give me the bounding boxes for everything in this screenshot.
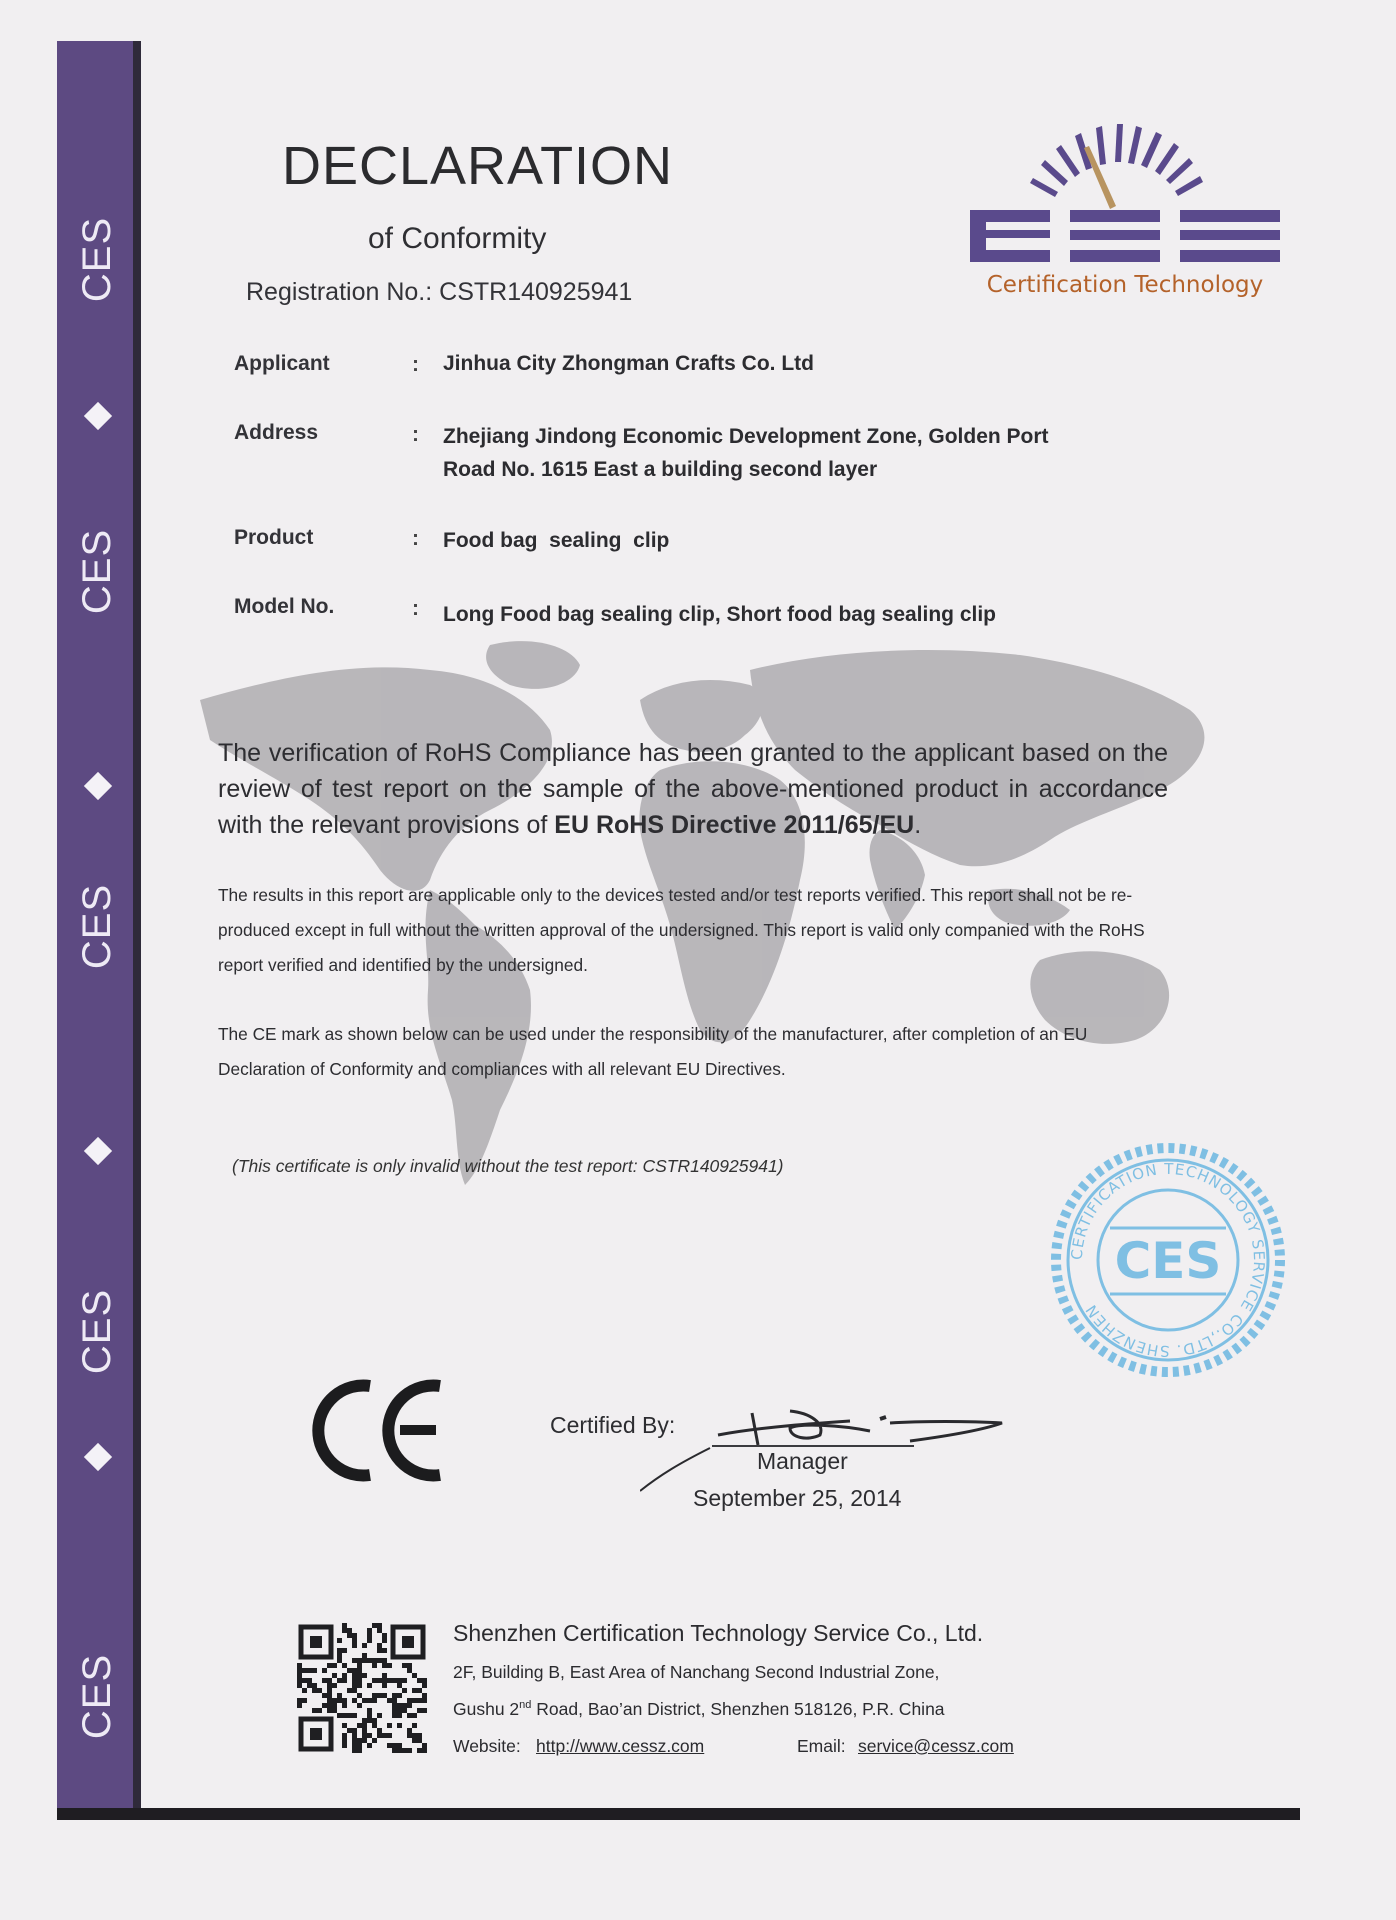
qr-module — [362, 1673, 367, 1678]
qr-module — [377, 1693, 382, 1698]
seal-center-text: CES — [1114, 1232, 1222, 1290]
issuer-company-name: Shenzhen Certification Technology Service Co., Ltd. — [453, 1620, 984, 1646]
qr-module — [327, 1698, 332, 1703]
qr-module — [392, 1693, 397, 1698]
qr-module — [382, 1663, 387, 1668]
signature-date: September 25, 2014 — [693, 1485, 902, 1511]
qr-module — [357, 1748, 362, 1753]
qr-module — [297, 1678, 302, 1683]
diamond-icon — [84, 402, 112, 430]
qr-module — [407, 1713, 412, 1718]
qr-module — [307, 1668, 312, 1673]
qr-module — [367, 1683, 372, 1688]
qr-module — [352, 1633, 357, 1638]
product-value: Food bag sealing clip — [443, 529, 670, 552]
qr-module — [387, 1723, 392, 1728]
logo-rays — [1030, 124, 1203, 197]
qr-module — [327, 1663, 332, 1668]
registration-label: Registration No.: — [246, 278, 440, 306]
qr-module — [327, 1683, 332, 1688]
qr-module — [402, 1688, 407, 1693]
qr-module — [412, 1723, 417, 1728]
qr-module — [382, 1733, 387, 1738]
qr-module — [382, 1683, 387, 1688]
qr-module — [337, 1658, 342, 1663]
side-ces-label: CES — [75, 1653, 120, 1739]
qr-module — [422, 1698, 427, 1703]
qr-module — [347, 1668, 352, 1673]
qr-module — [317, 1688, 322, 1693]
qr-module — [367, 1743, 372, 1748]
qr-module — [327, 1703, 332, 1708]
qr-module — [402, 1663, 407, 1668]
qr-module — [342, 1703, 347, 1708]
diamond-icon — [84, 772, 112, 800]
qr-module — [362, 1658, 367, 1663]
qr-module — [407, 1663, 412, 1668]
qr-module — [417, 1733, 422, 1738]
qr-module — [422, 1708, 427, 1713]
email-link[interactable]: service@cessz.com — [858, 1736, 1014, 1756]
side-ces-label: CES — [75, 528, 120, 614]
qr-module — [337, 1638, 342, 1643]
verification-paragraph — [218, 735, 1168, 843]
diamond-icon — [84, 1137, 112, 1165]
qr-module — [337, 1648, 342, 1653]
qr-module — [357, 1658, 362, 1663]
qr-module — [342, 1648, 347, 1653]
qr-module — [372, 1718, 377, 1723]
qr-module — [367, 1698, 372, 1703]
qr-module — [342, 1713, 347, 1718]
qr-module — [362, 1733, 367, 1738]
document-title: DECLARATION — [282, 136, 674, 196]
manager-signature — [640, 1383, 1010, 1493]
qr-module — [422, 1748, 427, 1753]
ces-stamp-seal — [1044, 1136, 1292, 1384]
qr-module — [392, 1698, 397, 1703]
qr-module — [302, 1678, 307, 1683]
qr-module — [302, 1668, 307, 1673]
qr-module — [382, 1638, 387, 1643]
qr-module — [322, 1703, 327, 1708]
qr-module — [357, 1723, 362, 1728]
qr-module — [397, 1703, 402, 1708]
qr-module — [357, 1693, 362, 1698]
qr-module — [412, 1673, 417, 1678]
qr-module — [362, 1643, 367, 1648]
qr-module — [412, 1733, 417, 1738]
qr-module — [367, 1718, 372, 1723]
qr-module — [302, 1698, 307, 1703]
qr-module — [352, 1643, 357, 1648]
registration-number: CSTR140925941 — [439, 278, 633, 306]
qr-code — [297, 1623, 427, 1753]
qr-module — [342, 1733, 347, 1738]
qr-module — [417, 1708, 422, 1713]
bottom-rule — [57, 1808, 1300, 1820]
address-colon: : — [412, 423, 419, 446]
qr-module — [417, 1688, 422, 1693]
logo-letters — [970, 210, 1280, 262]
qr-module — [422, 1683, 427, 1688]
qr-module — [352, 1668, 357, 1673]
qr-module — [342, 1663, 347, 1668]
qr-module — [392, 1678, 397, 1683]
qr-module — [332, 1708, 337, 1713]
qr-module — [342, 1678, 347, 1683]
qr-module — [312, 1688, 317, 1693]
qr-module — [342, 1623, 347, 1628]
qr-module — [417, 1738, 422, 1743]
qr-module — [417, 1748, 422, 1753]
qr-module — [367, 1733, 372, 1738]
qr-module — [297, 1703, 302, 1708]
qr-module — [412, 1738, 417, 1743]
qr-module — [352, 1673, 357, 1678]
qr-module — [372, 1738, 377, 1743]
qr-module — [372, 1663, 377, 1668]
qr-module — [387, 1678, 392, 1683]
qr-module — [382, 1693, 387, 1698]
qr-module — [342, 1723, 347, 1728]
certified-by-label: Certified By: — [550, 1412, 676, 1438]
qr-module — [317, 1708, 322, 1713]
qr-module — [392, 1713, 397, 1718]
qr-module — [367, 1628, 372, 1633]
qr-module — [352, 1743, 357, 1748]
issuer-address-line-1: 2F, Building B, East Area of Nanchang Second Industrial Zone, — [453, 1662, 940, 1682]
side-ces-label: CES — [75, 1288, 120, 1374]
qr-module — [347, 1728, 352, 1733]
qr-module — [357, 1668, 362, 1673]
qr-module — [402, 1748, 407, 1753]
qr-module — [372, 1658, 377, 1663]
qr-module — [397, 1693, 402, 1698]
directive-reference: EU RoHS Directive 2011/65/EU — [554, 811, 915, 839]
qr-module — [377, 1713, 382, 1718]
qr-module — [387, 1663, 392, 1668]
qr-module — [372, 1693, 377, 1698]
address-suffix: Road, Bao’an District, Shenzhen 518126, P.R. China — [531, 1699, 945, 1719]
qr-module — [382, 1633, 387, 1638]
results-paragraph: The results in this report are applicable only to the devices tested and/or test reports verified. This report shall not be re-produced except in full without the written approval of the undersigned. This report is valid only companied with the RoHS report verified and identified by the undersigned. — [218, 885, 1145, 975]
qr-module — [347, 1688, 352, 1693]
qr-module — [377, 1623, 382, 1628]
ce-mark-icon — [312, 1378, 452, 1483]
qr-module — [387, 1743, 392, 1748]
qr-module — [397, 1678, 402, 1683]
qr-module — [417, 1678, 422, 1683]
qr-module — [342, 1698, 347, 1703]
qr-module — [392, 1703, 397, 1708]
qr-module — [387, 1733, 392, 1738]
qr-module — [337, 1698, 342, 1703]
qr-module — [307, 1683, 312, 1688]
qr-module — [412, 1713, 417, 1718]
qr-module — [357, 1743, 362, 1748]
signatory-role: Manager — [757, 1448, 848, 1474]
model-label: Model No. — [234, 595, 335, 618]
qr-module — [357, 1703, 362, 1708]
qr-module — [382, 1678, 387, 1683]
qr-module — [377, 1678, 382, 1683]
qr-module — [377, 1658, 382, 1663]
applicant-value: Jinhua City Zhongman Crafts Co. Ltd — [443, 352, 814, 375]
qr-module — [342, 1743, 347, 1748]
qr-module — [387, 1698, 392, 1703]
applicant-label: Applicant — [234, 352, 330, 375]
qr-module — [402, 1678, 407, 1683]
qr-module — [367, 1708, 372, 1713]
qr-module — [357, 1678, 362, 1683]
qr-module — [402, 1703, 407, 1708]
qr-module — [327, 1708, 332, 1713]
qr-module — [367, 1638, 372, 1643]
website-link[interactable]: http://www.cessz.com — [536, 1736, 705, 1756]
qr-module — [297, 1663, 302, 1668]
address-value — [443, 420, 1203, 486]
qr-module — [362, 1698, 367, 1703]
side-ces-label: CES — [75, 883, 120, 969]
qr-module — [412, 1688, 417, 1693]
qr-module — [377, 1728, 382, 1733]
qr-module — [397, 1708, 402, 1713]
address-label: Address — [234, 421, 319, 444]
qr-module — [327, 1678, 332, 1683]
qr-module — [397, 1743, 402, 1748]
qr-module — [297, 1668, 302, 1673]
qr-module — [352, 1698, 357, 1703]
qr-module — [302, 1688, 307, 1693]
qr-module — [357, 1673, 362, 1678]
qr-module — [312, 1708, 317, 1713]
model-colon: : — [412, 597, 419, 620]
qr-module — [392, 1708, 397, 1713]
address-ordinal: nd — [519, 1699, 532, 1712]
qr-module — [332, 1673, 337, 1678]
qr-module — [397, 1723, 402, 1728]
qr-module — [422, 1693, 427, 1698]
document-subtitle: of Conformity — [368, 222, 547, 255]
qr-module — [297, 1683, 302, 1688]
qr-module — [312, 1683, 317, 1688]
qr-module — [372, 1678, 377, 1683]
qr-module — [367, 1658, 372, 1663]
qr-module — [377, 1733, 382, 1738]
diamond-icon — [84, 1443, 112, 1471]
address-prefix: Gushu 2 — [453, 1699, 520, 1719]
ces-logo — [960, 110, 1290, 300]
qr-module — [357, 1683, 362, 1688]
qr-module — [367, 1633, 372, 1638]
address-line-2: Road No. 1615 East a building second layer — [443, 458, 878, 481]
applicant-colon: : — [412, 353, 419, 376]
qr-module — [297, 1698, 302, 1703]
qr-module — [352, 1658, 357, 1663]
qr-module — [332, 1663, 337, 1668]
qr-module — [352, 1713, 357, 1718]
qr-module — [337, 1693, 342, 1698]
qr-module — [362, 1653, 367, 1658]
qr-module — [377, 1628, 382, 1633]
qr-module — [297, 1673, 302, 1678]
qr-module — [342, 1673, 347, 1678]
certificate-note: (This certificate is only invalid without the test report: CSTR140925941) — [232, 1156, 784, 1176]
qr-module — [422, 1678, 427, 1683]
qr-module — [362, 1723, 367, 1728]
qr-module — [327, 1688, 332, 1693]
seal-ring-text: CERTIFICATION TECHNOLOGY SERVICE CO.,LTD. SHENZHEN — [1067, 1159, 1269, 1361]
qr-module — [352, 1738, 357, 1743]
website-label: Website: — [453, 1736, 521, 1756]
qr-module — [347, 1713, 352, 1718]
model-value: Long Food bag sealing clip, Short food bag sealing clip — [443, 603, 997, 626]
qr-module — [347, 1628, 352, 1633]
qr-module — [352, 1733, 357, 1738]
qr-module — [407, 1728, 412, 1733]
qr-module — [352, 1748, 357, 1753]
qr-module — [377, 1643, 382, 1648]
verification-period: . — [914, 811, 922, 839]
issuer-address-line-2 — [453, 1699, 945, 1720]
qr-module — [357, 1663, 362, 1668]
qr-module — [342, 1628, 347, 1633]
product-colon: : — [412, 527, 419, 550]
qr-module — [392, 1743, 397, 1748]
address-line-1: Zhejiang Jindong Economic Development Zone, Golden Port — [443, 425, 1049, 448]
qr-module — [377, 1648, 382, 1653]
qr-module — [397, 1713, 402, 1718]
qr-module — [407, 1698, 412, 1703]
qr-module — [322, 1668, 327, 1673]
email-label: Email: — [797, 1736, 846, 1756]
qr-module — [397, 1683, 402, 1688]
ce-mark-paragraph: The CE mark as shown below can be used under the responsibility of the manufacturer, after completion of an EU Declaration of Conformity and compliances with all relevant EU Directives. — [218, 1024, 1088, 1079]
qr-module — [372, 1723, 377, 1728]
qr-module — [352, 1683, 357, 1688]
qr-module — [407, 1733, 412, 1738]
qr-module — [322, 1678, 327, 1683]
qr-module — [367, 1713, 372, 1718]
qr-module — [342, 1738, 347, 1743]
qr-module — [337, 1678, 342, 1683]
qr-module — [382, 1648, 387, 1653]
qr-module — [362, 1738, 367, 1743]
qr-module — [362, 1728, 367, 1733]
qr-module — [337, 1713, 342, 1718]
product-label: Product — [234, 526, 314, 549]
qr-module — [322, 1693, 327, 1698]
qr-module — [392, 1748, 397, 1753]
qr-module — [407, 1703, 412, 1708]
qr-module — [312, 1668, 317, 1673]
qr-module — [382, 1658, 387, 1663]
qr-module — [307, 1678, 312, 1683]
logo-caption: Certification Technology — [986, 272, 1264, 298]
qr-module — [417, 1698, 422, 1703]
qr-module — [362, 1718, 367, 1723]
qr-module — [347, 1633, 352, 1638]
qr-module — [332, 1703, 337, 1708]
qr-module — [422, 1743, 427, 1748]
qr-module — [412, 1698, 417, 1703]
qr-module — [372, 1698, 377, 1703]
qr-module — [407, 1668, 412, 1673]
qr-module — [332, 1698, 337, 1703]
side-ces-label: CES — [75, 216, 120, 302]
qr-module — [382, 1673, 387, 1678]
qr-module — [372, 1623, 377, 1628]
qr-module — [352, 1688, 357, 1693]
verification-text: The verification of RoHS Compliance has been granted to the applicant based on the review of test report on the sample of the above-mentioned product in accordance with the relevant provisions of — [218, 739, 1168, 839]
qr-module — [327, 1693, 332, 1698]
qr-module — [352, 1638, 357, 1643]
qr-module — [407, 1748, 412, 1753]
qr-module — [352, 1728, 357, 1733]
qr-module — [402, 1708, 407, 1713]
qr-module — [332, 1683, 337, 1688]
qr-module — [397, 1748, 402, 1753]
qr-module — [357, 1738, 362, 1743]
qr-module — [337, 1653, 342, 1658]
qr-module — [352, 1678, 357, 1683]
side-band — [57, 41, 141, 1814]
registration-line — [246, 278, 632, 307]
signature-line — [712, 1445, 914, 1447]
